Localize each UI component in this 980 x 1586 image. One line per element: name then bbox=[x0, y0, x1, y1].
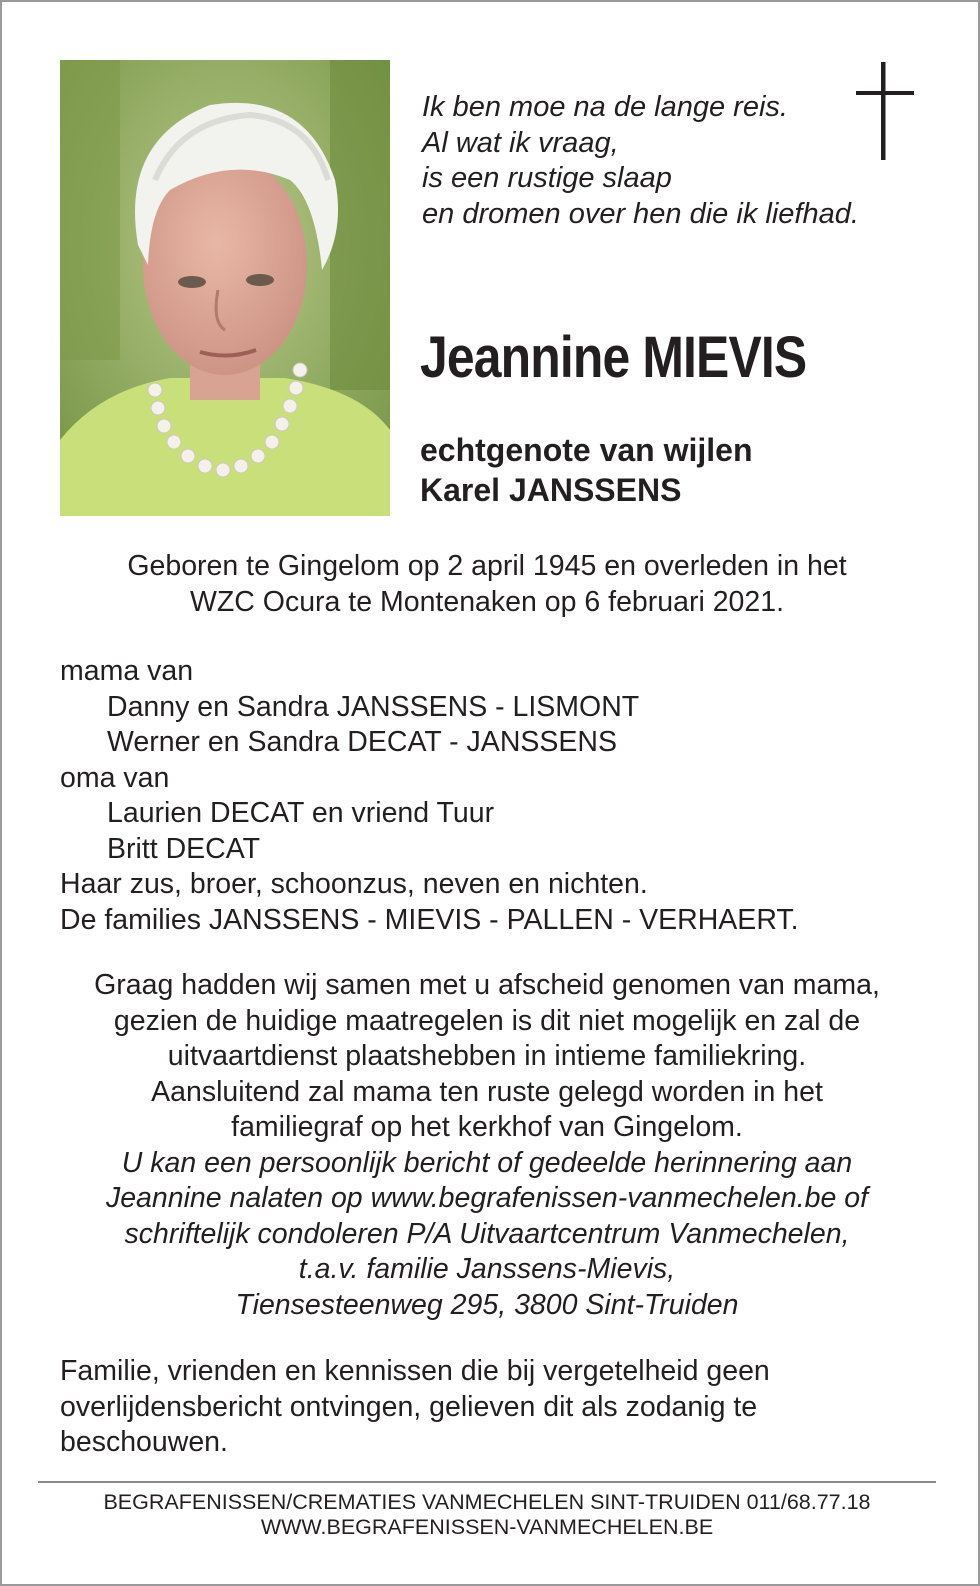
message-line: uitvaartdienst plaatshebben in intieme familiekring. bbox=[167, 1040, 807, 1072]
born-line: WZC Ocura te Montenaken op 6 februari 2021. bbox=[189, 586, 785, 618]
child-entry: Danny en Sandra JANSSENS - LISMONT bbox=[107, 690, 640, 723]
message-line: Aansluitend zal mama ten ruste gelegd worden in het bbox=[151, 1075, 823, 1108]
portrait-photo bbox=[60, 60, 390, 516]
birth-death-info bbox=[42, 548, 932, 620]
funeral-home-footer bbox=[38, 1490, 936, 1540]
footer-contact: BEGRAFENISSEN/CREMATIES VANMECHELEN SINT-TRUIDEN 011/68.77.18 bbox=[103, 1490, 871, 1514]
spouse-line: Karel JANSSENS bbox=[420, 472, 682, 508]
poem-line: Ik ben moe na de lange reis. bbox=[422, 91, 788, 123]
portrait-illustration bbox=[60, 60, 390, 516]
condolence-line: Jeannine nalaten op www.begrafenissen-vanmechelen.be of bbox=[105, 1182, 869, 1214]
poem-line: en dromen over hen die ik liefhad. bbox=[422, 197, 859, 230]
child-entry: Werner en Sandra DECAT - JANSSENS bbox=[107, 726, 618, 758]
condolence-line: Tiensesteenweg 295, 3800 Sint-Truiden bbox=[235, 1288, 739, 1321]
poem bbox=[422, 90, 902, 232]
message-line: Graag hadden wij samen met u afscheid genomen van mama, bbox=[94, 969, 880, 1001]
closing-line: overlijdensbericht ontvingen, gelieven dit als zodanig te bbox=[60, 1390, 758, 1423]
family-list bbox=[60, 654, 940, 938]
mama-label: mama van bbox=[60, 655, 194, 687]
footer-divider bbox=[38, 1481, 936, 1483]
spouse-line: echtgenote van wijlen bbox=[420, 432, 753, 468]
funeral-message bbox=[22, 968, 952, 1323]
poem-line: is een rustige slaap bbox=[422, 162, 672, 194]
closing-note bbox=[60, 1354, 940, 1461]
condolence-line: schriftelijk condoleren P/A Uitvaartcentrum Vanmechelen, bbox=[124, 1217, 850, 1250]
siblings-line: Haar zus, broer, schoonzus, neven en nichten. bbox=[60, 868, 648, 900]
grandchild-entry: Britt DECAT bbox=[107, 832, 261, 865]
condolence-line: t.a.v. familie Janssens-Mievis, bbox=[298, 1253, 676, 1285]
families-line: De families JANSSENS - MIEVIS - PALLEN - VERHAERT. bbox=[60, 903, 799, 936]
closing-line: beschouwen. bbox=[60, 1426, 228, 1458]
spouse-info bbox=[420, 430, 753, 510]
poem-line: Al wat ik vraag, bbox=[422, 126, 619, 159]
cross-icon bbox=[856, 62, 914, 160]
deceased-name: Jeannine MIEVIS bbox=[420, 325, 807, 390]
grandchild-entry: Laurien DECAT en vriend Tuur bbox=[107, 797, 495, 829]
born-line: Geboren te Gingelom op 2 april 1945 en overleden in het bbox=[127, 550, 847, 582]
oma-label: oma van bbox=[60, 761, 170, 794]
message-line: familiegraf op het kerkhof van Gingelom. bbox=[231, 1111, 743, 1143]
condolence-line: U kan een persoonlijk bericht of gedeelde herinnering aan bbox=[121, 1146, 853, 1179]
footer-website: WWW.BEGRAFENISSEN-VANMECHELEN.BE bbox=[260, 1515, 714, 1539]
closing-line: Familie, vrienden en kennissen die bij vergetelheid geen bbox=[60, 1355, 770, 1387]
message-line: gezien de huidige maatregelen is dit niet mogelijk en zal de bbox=[113, 1004, 861, 1037]
